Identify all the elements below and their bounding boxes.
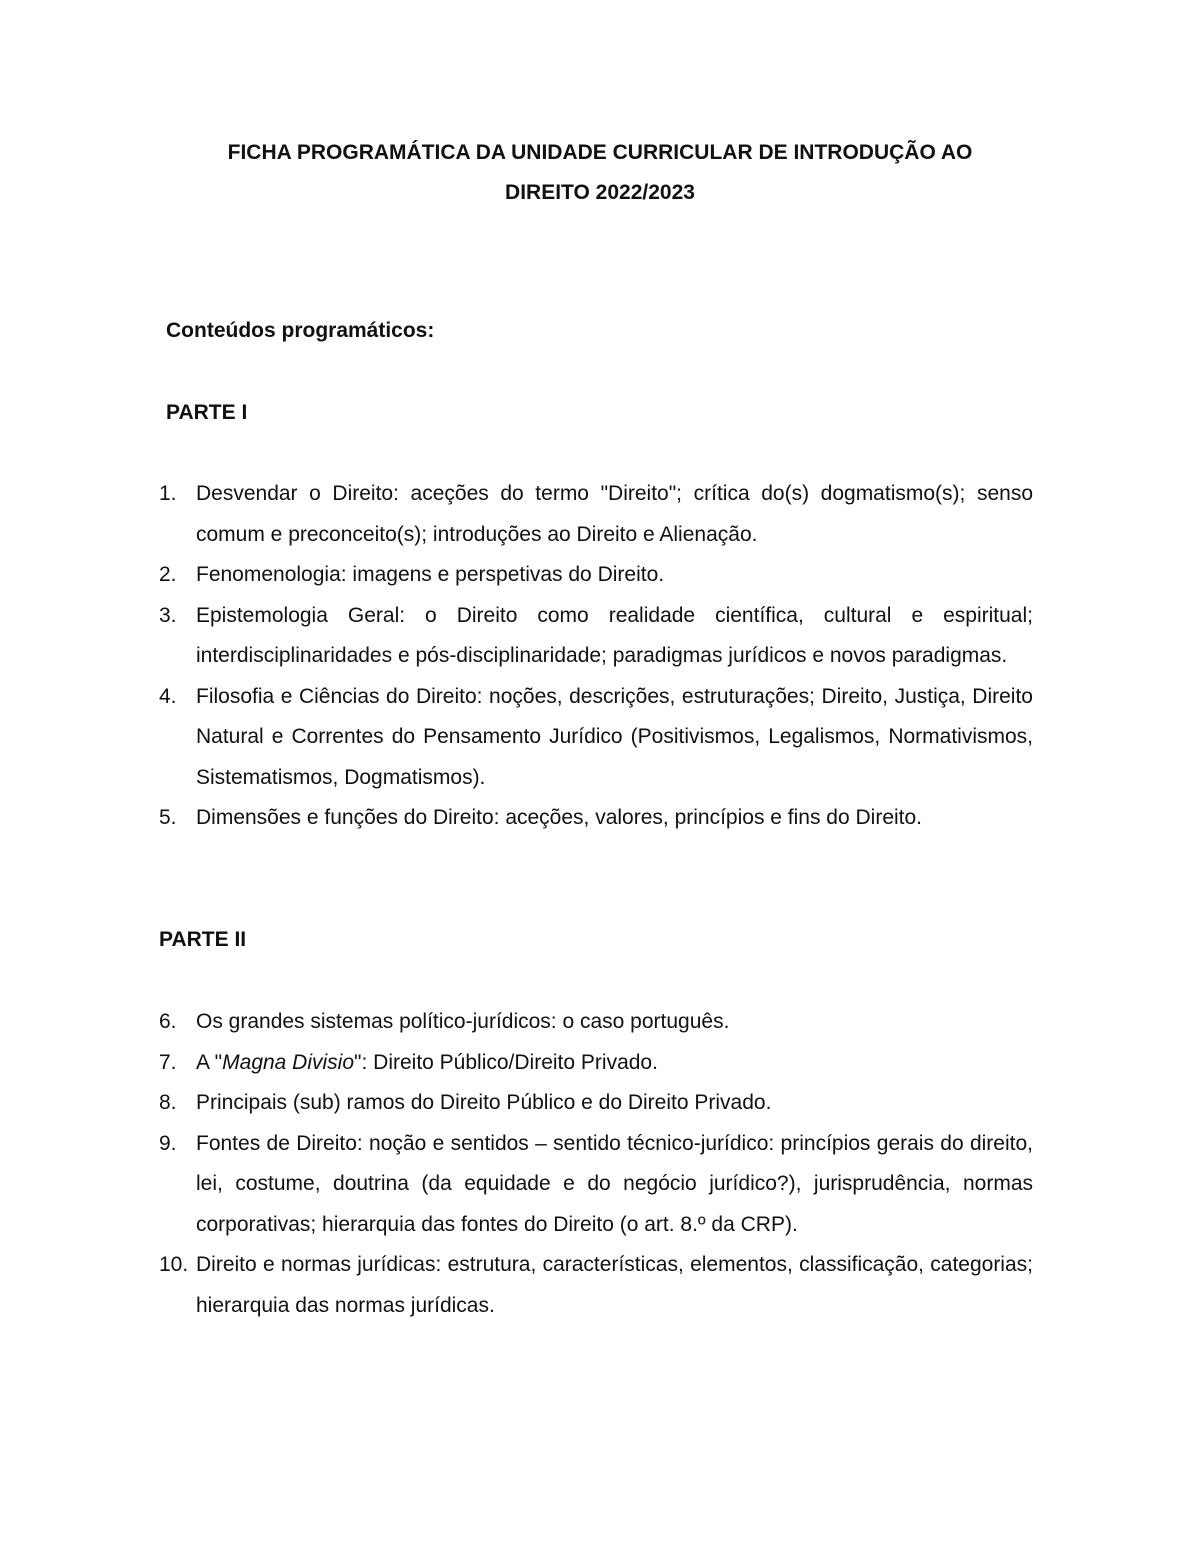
- document-title-line-1: FICHA PROGRAMÁTICA DA UNIDADE CURRICULAR DE INTRODUÇÃO AO: [227, 141, 973, 164]
- list-item-text: Os grandes sistemas político-jurídicos: o caso português.: [196, 1010, 730, 1033]
- list-item-number: 6.: [159, 1010, 177, 1033]
- list-item: [159, 798, 1033, 839]
- list-item-number: 4.: [159, 684, 177, 708]
- list-item: [159, 1083, 1033, 1124]
- parte-1-heading: PARTE I: [166, 401, 248, 424]
- list-item-text: Fontes de Direito: noção e sentidos – sentido técnico-jurídico: princípios gerais do direito, lei, costume, doutrina (da equidade e do negócio jurídico?), jurisprudência, normas corporativas; hierarquia das fontes do Direito (o art. 8.º da CRP).: [196, 1131, 1033, 1236]
- list-item-number: 8.: [159, 1091, 177, 1114]
- list-item-number: 7.: [159, 1050, 177, 1074]
- list-item: [159, 596, 1033, 677]
- list-item: [159, 1043, 1033, 1084]
- list-item-number: 3.: [159, 603, 177, 627]
- list-item-number: 5.: [159, 806, 177, 829]
- list-item-number: 10.: [159, 1253, 189, 1276]
- list-item: [159, 1245, 1033, 1326]
- parte-2-heading: PARTE II: [159, 928, 247, 951]
- list-item-number: 9.: [159, 1131, 177, 1155]
- list-item: [159, 1124, 1033, 1246]
- list-item: [159, 474, 1033, 555]
- list-item-number: 2.: [159, 563, 177, 586]
- document-title: [150, 133, 1050, 213]
- list-item-text-prefix: A ": [196, 1050, 223, 1074]
- list-item: [159, 1002, 1033, 1043]
- list-item-text: Epistemologia Geral: o Direito como realidade científica, cultural e espiritual; interdisciplinaridades e pós-disciplinaridade; paradigmas jurídicos e novos paradigmas.: [196, 603, 1033, 667]
- document-title-line-2: DIREITO 2022/2023: [505, 181, 695, 204]
- list-item-text: Desvendar o Direito: aceções do termo "Direito"; crítica do(s) dogmatismo(s); senso comum e preconceito(s); introduções ao Direito e Alienação.: [196, 482, 1033, 546]
- contents-heading: Conteúdos programáticos:: [166, 319, 435, 342]
- list-item-text-suffix: ": Direito Público/Direito Privado.: [354, 1050, 658, 1074]
- list-item: [159, 677, 1033, 799]
- list-item-text: Fenomenologia: imagens e perspetivas do Direito.: [196, 563, 665, 586]
- list-item-text: Principais (sub) ramos do Direito Público e do Direito Privado.: [196, 1091, 772, 1114]
- parte-2-list: [159, 1002, 1033, 1326]
- list-item-text: [196, 1043, 1033, 1084]
- list-item-text: Direito e normas jurídicas: estrutura, características, elementos, classificação, categorias; hierarquia das normas jurídicas.: [196, 1253, 1033, 1317]
- list-item-text: Filosofia e Ciências do Direito: noções, descrições, estruturações; Direito, Justiça, Direito Natural e Correntes do Pensamento Jurídico (Positivismos, Legalismos, Normativismos, Sistematismos, Dogmatismos).: [196, 684, 1033, 789]
- list-item-text: Dimensões e funções do Direito: aceções, valores, princípios e fins do Direito.: [196, 806, 923, 829]
- list-item-number: 1.: [159, 482, 177, 505]
- parte-1-list: [159, 474, 1033, 839]
- list-item-italic-term: Magna Divisio: [222, 1050, 355, 1074]
- list-item: [159, 555, 1033, 596]
